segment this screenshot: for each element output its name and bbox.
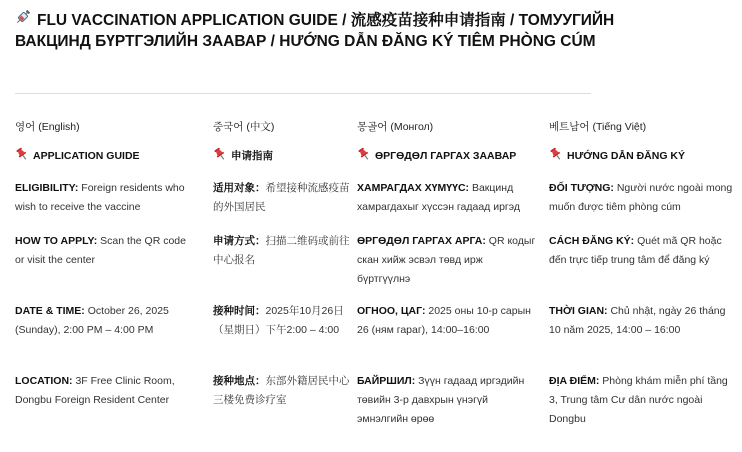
info-cell [549, 179, 739, 217]
section-title-text: ӨРГӨДӨЛ ГАРГАХ ЗААВАР [375, 150, 517, 162]
info-text: 2025年10月26日（星期日）下午2:00 – 4:00 [213, 305, 344, 336]
info-text: 3F Free Clinic Room, Dongbu Foreign Resident Center [15, 375, 175, 406]
info-text: Quét mã QR hoặc đến trực tiếp trung tâm để đăng ký [549, 235, 722, 266]
info-cell [357, 372, 537, 429]
page-title [15, 9, 615, 52]
info-text: Chủ nhật, ngày 26 tháng 10 năm 2025, 14:00 – 16:00 [549, 305, 726, 336]
pushpin-icon [213, 147, 227, 161]
info-cell [213, 232, 351, 270]
info-label: CÁCH ĐĂNG KÝ: [549, 235, 635, 247]
info-cell [357, 232, 537, 289]
info-label: 申请方式： [213, 235, 266, 247]
info-cell [213, 372, 351, 410]
info-text: 2025 оны 10-р сарын 26 (ням гараг), 14:00–16:00 [357, 305, 531, 336]
info-text: 希望接种流感疫苗的外国居民 [213, 182, 350, 213]
info-label: ELIGIBILITY: [15, 182, 79, 194]
info-label: 接种地点： [213, 375, 266, 387]
info-cell [357, 179, 537, 217]
section-title [549, 147, 739, 166]
info-text: October 26, 2025 (Sunday), 2:00 PM – 4:00 PM [15, 305, 169, 336]
section-title-text: 申请指南 [231, 150, 273, 162]
info-cell [549, 372, 739, 429]
pushpin-icon [357, 147, 371, 161]
column-header: 중국어 (中文) [213, 121, 275, 133]
info-text: Вакцинд хамрагдахыг хүссэн гадаад иргэд [357, 182, 521, 213]
info-text: 扫描二维码或前往中心报名 [213, 235, 350, 266]
pushpin-icon [549, 147, 563, 161]
info-cell [15, 232, 197, 270]
column-header: 베트남어 (Tiếng Việt) [549, 121, 647, 133]
info-cell [357, 302, 537, 340]
info-label: ХАМРАГДАХ ХҮМҮҮС: [357, 182, 470, 194]
info-label: ОГНОО, ЦАГ: [357, 305, 426, 317]
info-label: ĐỊA ĐIỂM: [549, 375, 600, 387]
info-label: DATE & TIME: [15, 305, 85, 317]
info-cell [213, 302, 351, 340]
info-label: LOCATION: [15, 375, 73, 387]
title-text: FLU VACCINATION APPLICATION GUIDE / 流感疫苗接种申请指南 / ТОМУУГИЙН ВАКЦИНД БҮРТГЭЛИЙН ЗААВАР / HƯỚNG DẪN ĐĂNG KÝ TIÊM PHÒNG CÚM [15, 12, 615, 50]
info-text: Người nước ngoài mong muốn được tiêm phòng cúm [549, 182, 733, 213]
section-title [357, 147, 537, 166]
info-cell [549, 302, 739, 340]
info-text: QR кодыг скан хийж эсвэл төвд ирж бүртгүүлнэ [357, 235, 536, 285]
info-cell [15, 302, 197, 340]
info-text: 东部外籍居民中心三楼免费诊疗室 [213, 375, 350, 406]
info-label: HOW TO APPLY: [15, 235, 98, 247]
divider [15, 93, 591, 94]
info-cell [549, 232, 739, 270]
info-cell [15, 372, 197, 410]
column-header: 영어 (English) [15, 121, 80, 133]
info-label: 适用对象： [213, 182, 266, 194]
section-title [15, 147, 197, 166]
pushpin-icon [15, 147, 29, 161]
info-text: Phòng khám miễn phí tầng 3, Trung tâm Cư dân nước ngoài Dongbu [549, 375, 728, 425]
info-text: Зүүн гадаад иргэдийн төвийн 3-р давхрын үнэгүй эмнэлгийн өрөө [357, 375, 525, 425]
section-title-text: HƯỚNG DẪN ĐĂNG KÝ [567, 150, 686, 162]
syringe-icon [15, 9, 33, 31]
column-header: 몽골어 (Монгол) [357, 121, 434, 133]
info-label: THỜI GIAN: [549, 305, 608, 317]
info-label: ӨРГӨДӨЛ ГАРГАХ АРГА: [357, 235, 486, 247]
info-text: Foreign residents who wish to receive the vaccine [15, 182, 185, 213]
info-label: БАЙРШИЛ: [357, 375, 416, 387]
section-title [213, 147, 351, 166]
info-cell [213, 179, 351, 217]
section-title-text: APPLICATION GUIDE [33, 150, 140, 162]
info-text: Scan the QR code or visit the center [15, 235, 186, 266]
info-cell [15, 179, 197, 217]
info-label: ĐỐI TƯỢNG: [549, 182, 614, 194]
info-label: 接种时间： [213, 305, 266, 317]
